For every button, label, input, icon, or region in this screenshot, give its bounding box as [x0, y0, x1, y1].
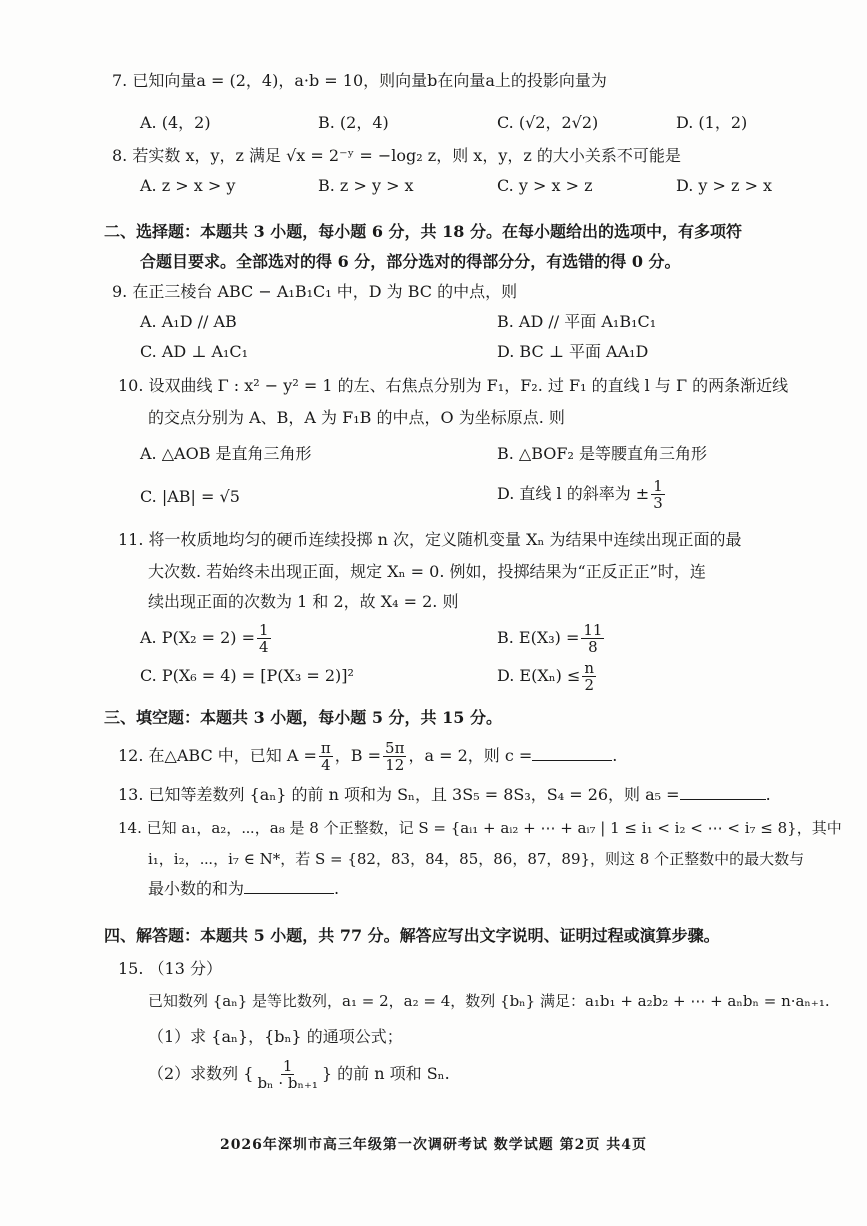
fraction-denominator: 3 [653, 494, 663, 512]
q8-option-d: D. y > z > x [676, 176, 773, 195]
fraction-denominator: 12 [385, 756, 405, 774]
fraction-numerator: 1 [653, 477, 663, 495]
q7-option-a: A. (4，2) [140, 113, 211, 132]
q14-text: 最小数的和为 [148, 879, 245, 898]
q15-stem: 已知数列 {aₙ} 是等比数列，a₁ = 2，a₂ = 4，数列 {bₙ} 满足：a₁b₁ + a₂b₂ + ⋯ + aₙbₙ = n·aₙ₊₁. [148, 992, 830, 1010]
q13-answer-blank[interactable] [680, 799, 766, 800]
fraction-denominator: 4 [321, 756, 331, 774]
q15-heading: 15. （13 分） [118, 959, 222, 978]
section-3-heading: 三、填空题：本题共 3 小题，每小题 5 分，共 15 分。 [104, 708, 502, 727]
q12-text-post: ，a = 2，则 c = [408, 746, 533, 765]
q13-text: 13. 已知等差数列 {aₙ} 的前 n 项和为 Sₙ，且 3S₅ = 8S₃，S₄ = 26，则 a₅ = [118, 785, 680, 804]
q14-stem-line1: 14. 已知 a₁，a₂，⋯，a₈ 是 8 个正整数，记 S = {aᵢ₁ + aᵢ₂ + ⋯ + aᵢ₇ | 1 ≤ i₁ < i₂ < ⋯ < i₇ ≤ 8}，其中 [118, 819, 842, 837]
q11-option-a-text: A. P(X₂ = 2) = [140, 628, 256, 647]
q10-option-d-text: D. 直线 l 的斜率为 ± [497, 484, 650, 503]
q10-option-a: A. △AOB 是直角三角形 [140, 444, 312, 463]
q11-option-b-fraction [581, 622, 604, 655]
fraction-denominator: bₙ · bₙ₊₁ [257, 1074, 318, 1092]
q15-part-2-fraction [255, 1058, 319, 1091]
q15-part-2-text-pre: （2）求数列 { [148, 1064, 254, 1083]
q8-stem: 8. 若实数 x，y，z 满足 √x = 2⁻ʸ = −log₂ z，则 x，y，z 的大小关系不可能是 [112, 146, 681, 165]
fraction-numerator: 1 [282, 1057, 293, 1075]
q11-option-d [497, 660, 598, 693]
q10-option-d-fraction [651, 478, 665, 511]
q10-stem-line2: 的交点分别为 A、B，A 为 F₁B 的中点，O 为坐标原点. 则 [148, 408, 565, 427]
q10-stem-line1: 10. 设双曲线 Γ : x² − y² = 1 的左、右焦点分别为 F₁，F₂. 过 F₁ 的直线 l 与 Γ 的两条渐近线 [118, 376, 789, 395]
q11-option-a [140, 622, 273, 655]
q11-option-b [497, 622, 606, 655]
fraction-numerator: 5π [385, 739, 405, 757]
q11-stem-line1: 11. 将一枚质地均匀的硬币连续投掷 n 次，定义随机变量 Xₙ 为结果中连续出现正面的最 [118, 530, 742, 549]
q12-text-pre: 12. 在△ABC 中，已知 A = [118, 746, 317, 765]
q10-option-c: C. |AB| = √5 [140, 487, 240, 506]
q8-option-a: A. z > x > y [140, 176, 236, 195]
q10-option-d [497, 478, 667, 511]
q15-part-1: （1）求 {aₙ}，{bₙ} 的通项公式； [148, 1027, 403, 1046]
q12-angle-b-fraction [383, 740, 406, 773]
q11-stem-line3: 续出现正面的次数为 1 和 2，故 X₄ = 2. 则 [148, 592, 459, 611]
q15-part-2 [148, 1058, 450, 1091]
q12-stem [118, 740, 617, 773]
q7-stem: 7. 已知向量a = (2，4)，a·b = 10，则向量b在向量a上的投影向量为 [112, 71, 607, 90]
fraction-numerator: π [320, 739, 331, 757]
q14-stem-line3 [148, 878, 339, 900]
q15-part-2-text-post: } 的前 n 项和 Sₙ. [321, 1064, 450, 1083]
q11-option-a-fraction [257, 622, 271, 655]
q9-stem: 9. 在正三棱台 ABC − A₁B₁C₁ 中，D 为 BC 的中点，则 [112, 282, 518, 301]
fraction-numerator: n [584, 659, 595, 677]
q7-option-d: D. (1，2) [676, 113, 748, 132]
q14-stem-line2: i₁，i₂，⋯，i₇ ∈ N*，若 S = {82，83，84，85，86，87，89}，则这 8 个正整数中的最大数与 [148, 850, 805, 868]
q7-option-b: B. (2，4) [318, 113, 389, 132]
q14-text-end: . [334, 879, 340, 898]
section-2-heading: 二、选择题：本题共 3 小题，每小题 6 分，共 18 分。在每小题给出的选项中，有多项符 [104, 222, 742, 241]
q11-stem-line2: 大次数. 若始终未出现正面，规定 Xₙ = 0. 例如，投掷结果为“正反正正”时，连 [148, 562, 706, 581]
q9-option-b: B. AD // 平面 A₁B₁C₁ [497, 312, 657, 331]
q11-option-d-fraction [582, 660, 596, 693]
q12-text-mid: ，B = [334, 746, 382, 765]
q8-option-b: B. z > y > x [318, 176, 414, 195]
section-2-instructions: 合题目要求。全部选对的得 6 分，部分选对的得部分分，有选错的得 0 分。 [140, 252, 681, 271]
fraction-denominator: 2 [584, 676, 595, 694]
q9-option-c: C. AD ⊥ A₁C₁ [140, 342, 249, 361]
section-4-heading: 四、解答题：本题共 5 小题，共 77 分。解答应写出文字说明、证明过程或演算步骤。 [104, 926, 720, 945]
q11-option-c: C. P(X₆ = 4) = [P(X₃ = 2)]² [140, 666, 354, 685]
fraction-numerator: 11 [583, 621, 603, 639]
q7-option-c: C. (√2，2√2) [497, 113, 599, 132]
q11-option-d-text: D. E(Xₙ) ≤ [497, 666, 581, 685]
page-footer: 2026年深圳市高三年级第一次调研考试 数学试题 第2页 共4页 [219, 1137, 648, 1153]
q8-option-c: C. y > x > z [497, 176, 593, 195]
q12-angle-a-fraction [319, 740, 333, 773]
q9-option-a: A. A₁D // AB [140, 312, 237, 331]
q13-text-end: . [765, 785, 771, 804]
q11-option-b-text: B. E(X₃) = [497, 628, 580, 647]
q10-option-b: B. △BOF₂ 是等腰直角三角形 [497, 444, 708, 463]
q13-stem [118, 784, 771, 806]
q9-option-d: D. BC ⊥ 平面 AA₁D [497, 342, 649, 361]
q12-answer-blank[interactable] [532, 760, 612, 761]
q12-text-end: . [612, 746, 618, 765]
fraction-numerator: 1 [259, 621, 269, 639]
q14-answer-blank[interactable] [244, 893, 334, 894]
fraction-denominator: 4 [259, 638, 269, 656]
fraction-denominator: 8 [588, 638, 598, 656]
